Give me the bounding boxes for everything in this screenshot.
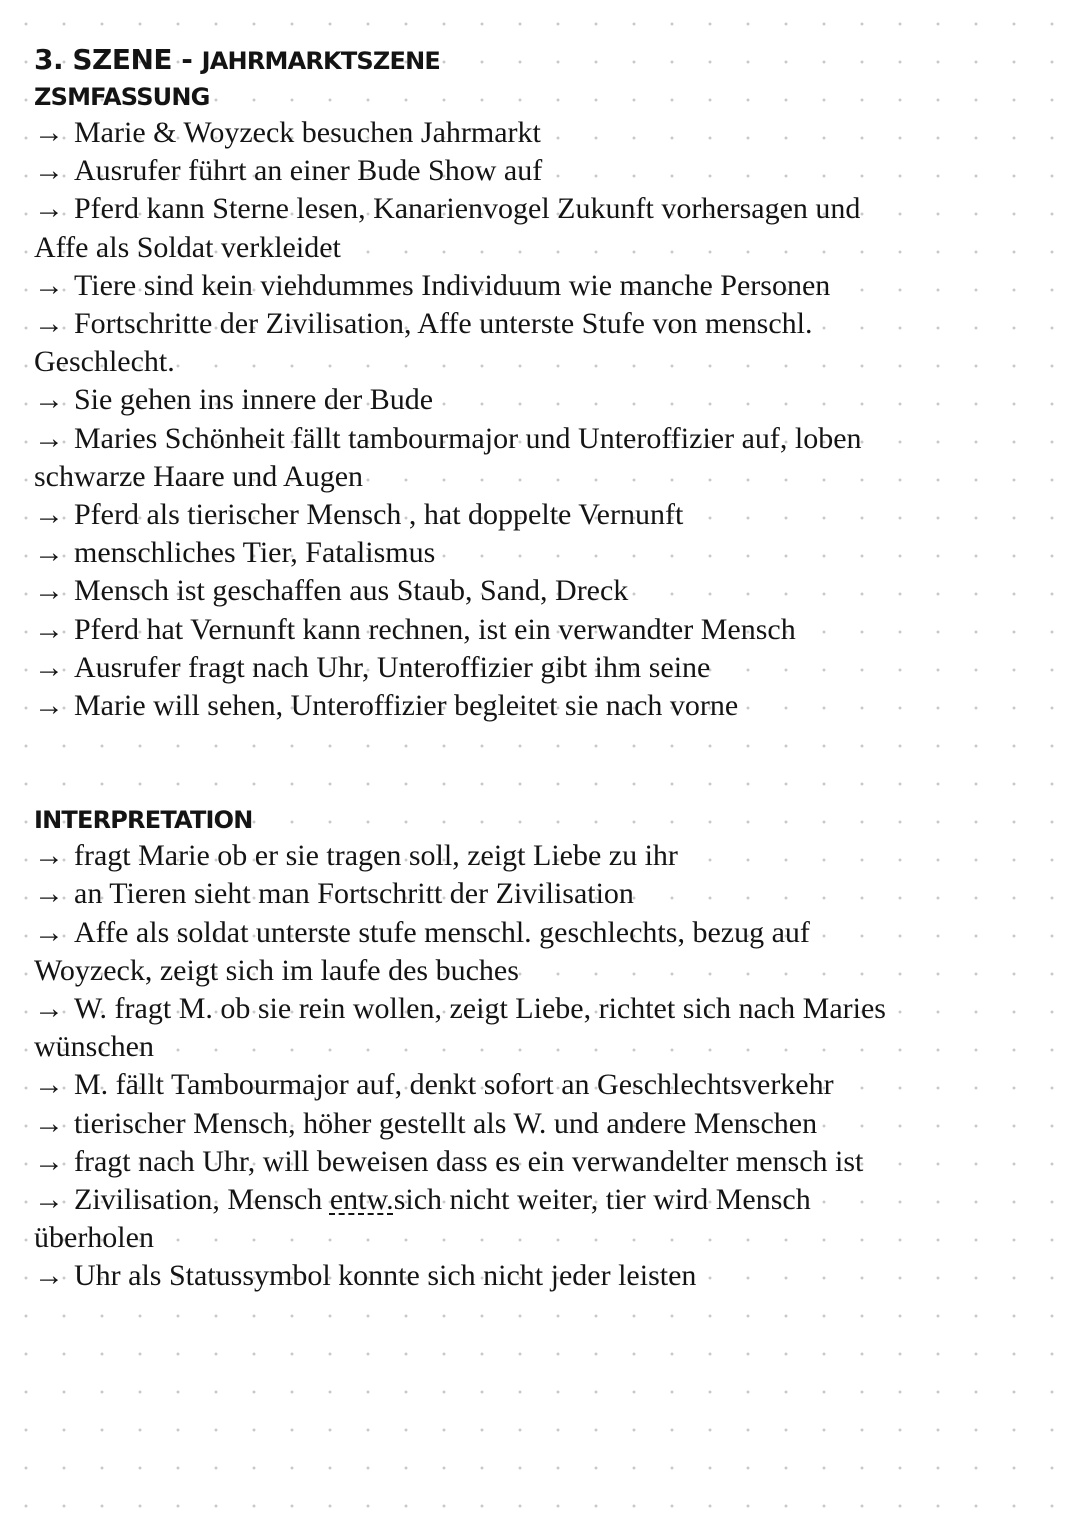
- list-item-text: W. fragt M. ob sie rein wollen, zeigt Liebe, richtet sich nach Maries wünschen: [34, 992, 886, 1064]
- arrow-icon: →: [34, 1144, 64, 1178]
- page-title: [34, 40, 1034, 80]
- list-item-text: Pferd kann Sterne lesen, Kanarienvogel Zukunft vorhersagen und Affe als Soldat verkleidet: [34, 192, 861, 264]
- list-item-text: Uhr als Statussymbol konnte sich nicht jeder leisten: [74, 1259, 697, 1293]
- list-item-text: menschliches Tier, Fatalismus: [74, 536, 436, 570]
- list-item: [34, 914, 914, 990]
- list-item: [34, 572, 914, 610]
- list-item: [34, 875, 914, 913]
- title-scene-name: JAHRMARKTSZENE: [201, 47, 440, 75]
- list-item: [34, 381, 914, 419]
- list-item: [34, 267, 914, 305]
- list-item: [34, 687, 914, 725]
- arrow-icon: →: [34, 1259, 64, 1293]
- summary-heading: ZSMFASSUNG: [34, 83, 210, 111]
- list-item-text: Pferd hat Vernunft kann rechnen, ist ein verwandter Mensch: [74, 612, 796, 646]
- arrow-icon: →: [34, 116, 64, 149]
- notes-page: [34, 40, 1034, 1296]
- list-item-text: Affe als soldat unterste stufe menschl. geschlechts, bezug auf Woyzeck, zeigt sich im laufe des buches: [34, 915, 810, 987]
- list-item: [34, 1257, 914, 1295]
- list-item: [34, 611, 914, 649]
- list-item-text: Pferd als tierischer Mensch , hat doppelte Vernunft: [74, 498, 684, 532]
- list-item: [34, 190, 914, 266]
- list-item: [34, 1143, 914, 1181]
- underlined-abbreviation: entw.: [329, 1183, 394, 1217]
- list-item-text-before: Zivilisation, Mensch: [74, 1183, 330, 1217]
- list-item-text: Maries Schönheit fällt tambourmajor und Unteroffizier auf, loben schwarze Haare und Augen: [34, 421, 862, 493]
- list-item-text: tierischer Mensch, höher gestellt als W. und andere Menschen: [74, 1106, 818, 1140]
- list-item-text: Sie gehen ins innere der Bude: [74, 383, 434, 417]
- list-item: [34, 990, 914, 1066]
- arrow-icon: →: [34, 1068, 64, 1102]
- arrow-icon: →: [34, 421, 64, 455]
- list-item-text: Ausrufer führt an einer Bude Show auf: [74, 154, 543, 188]
- list-item: [34, 420, 914, 496]
- list-item: [34, 152, 914, 190]
- list-item: [34, 496, 914, 534]
- list-item-text: fragt nach Uhr, will beweisen dass es ein verwandelter mensch ist: [74, 1144, 864, 1178]
- list-item-text: Marie & Woyzeck besuchen Jahrmarkt: [74, 116, 541, 149]
- arrow-icon: →: [34, 915, 64, 949]
- arrow-icon: →: [34, 1183, 64, 1217]
- list-item-text-after: sich nicht weiter, tier wird Mensch überholen: [34, 1183, 811, 1255]
- list-item-text: Marie will sehen, Unteroffizier begleitet sie nach vorne: [74, 689, 739, 723]
- list-item: [34, 1105, 914, 1143]
- list-item: [34, 837, 914, 875]
- arrow-icon: →: [34, 383, 64, 417]
- list-item: [34, 1066, 914, 1104]
- list-item-text: M. fällt Tambourmajor auf, denkt sofort an Geschlechtsverkehr: [74, 1068, 834, 1102]
- list-item: [34, 534, 914, 572]
- list-item: [34, 114, 914, 152]
- interpretation-list: [34, 837, 1034, 1295]
- arrow-icon: →: [34, 992, 64, 1026]
- arrow-icon: →: [34, 574, 64, 608]
- list-item-text: fragt Marie ob er sie tragen soll, zeigt Liebe zu ihr: [74, 839, 678, 873]
- arrow-icon: →: [34, 650, 64, 684]
- arrow-icon: →: [34, 612, 64, 646]
- summary-list: [34, 114, 1034, 725]
- arrow-icon: →: [34, 536, 64, 570]
- arrow-icon: →: [34, 307, 64, 341]
- arrow-icon: →: [34, 1106, 64, 1140]
- list-item-text: Fortschritte der Zivilisation, Affe unterste Stufe von menschl. Geschlecht.: [34, 307, 813, 379]
- interpretation-heading: INTERPRETATION: [34, 806, 253, 835]
- arrow-icon: →: [34, 689, 64, 723]
- arrow-icon: →: [34, 192, 64, 226]
- arrow-icon: →: [34, 498, 64, 532]
- list-item-text: Mensch ist geschaffen aus Staub, Sand, Dreck: [74, 574, 629, 608]
- list-item: [34, 1181, 914, 1257]
- list-item-text: Ausrufer fragt nach Uhr, Unteroffizier gibt ihm seine: [74, 650, 711, 684]
- list-item: [34, 305, 914, 381]
- arrow-icon: →: [34, 877, 64, 911]
- arrow-icon: →: [34, 268, 64, 302]
- arrow-icon: →: [34, 839, 64, 873]
- title-number: 3. SZENE -: [34, 43, 202, 76]
- list-item: [34, 649, 914, 687]
- list-item-text: an Tieren sieht man Fortschritt der Zivilisation: [74, 877, 634, 911]
- list-item-text: Tiere sind kein viehdummes Individuum wie manche Personen: [74, 268, 831, 302]
- section-spacer: [34, 725, 1034, 803]
- arrow-icon: →: [34, 154, 64, 188]
